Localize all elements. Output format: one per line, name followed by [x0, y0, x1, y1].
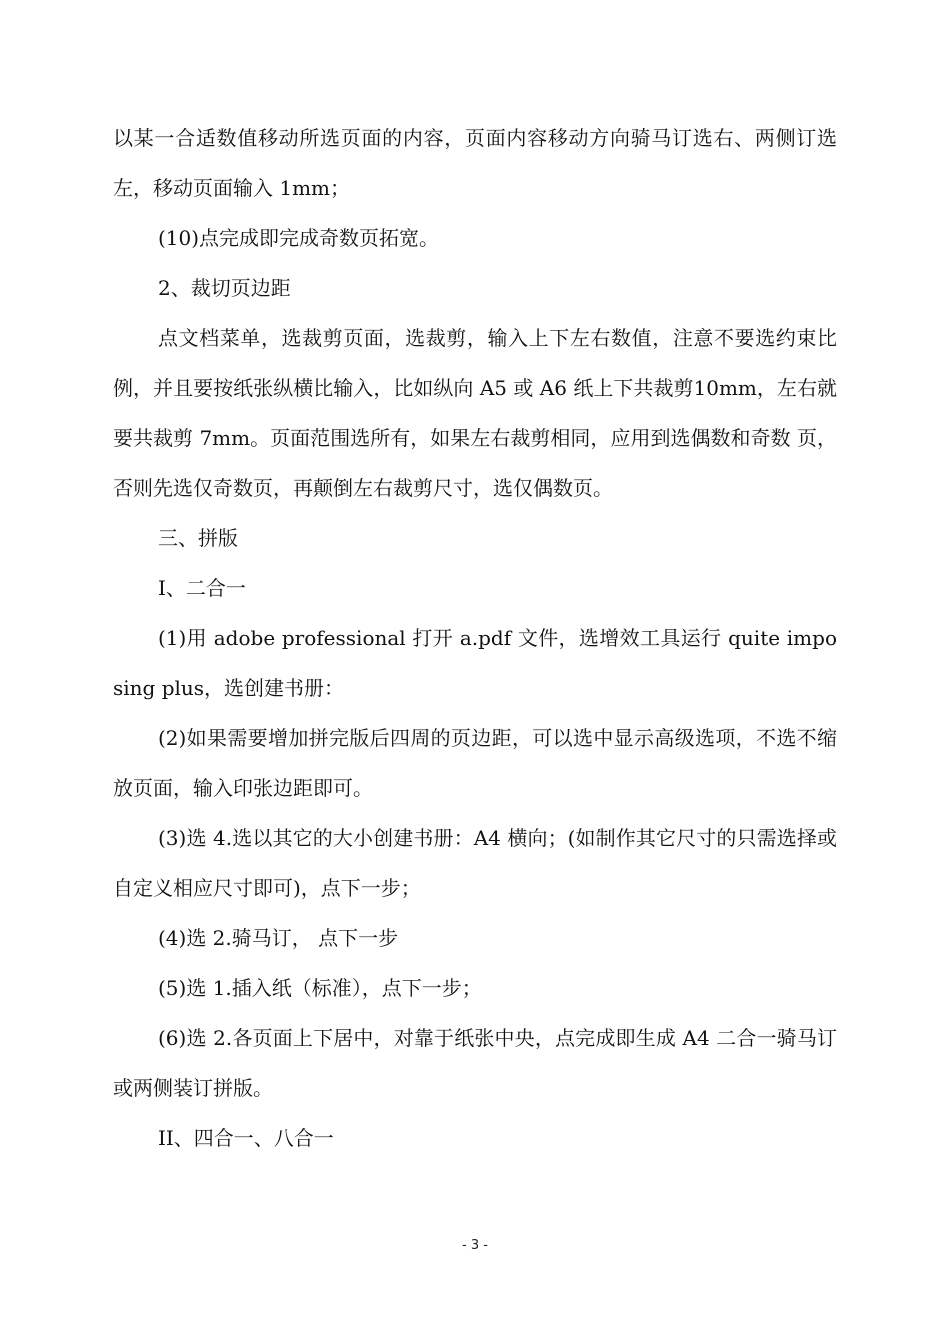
subsection-heading-two-up: I、二合一 — [158, 576, 246, 600]
paragraph-crop-instructions: 点文档菜单，选裁剪页面，选裁剪，输入上下左右数值，注意不要选约束比 例，并且要按纸张纵横比输入，比如纵向 A5 或 A6 纸上下共裁剪10mm，左右就要共裁剪 7mm。页面范围选所有，如果左右裁剪相同，应用到选偶数和奇数 页，否则先选仅奇数页，再颠倒左右裁剪尺寸，选仅偶数页。 — [113, 326, 837, 500]
step-2: (2)如果需要增加拼完版后四周的页边距，可以选中显示高级选项，不选不缩放页面，输入印张边距即可。 — [113, 726, 837, 800]
step-5: (5)选 1.插入纸（标准），点下一步； — [158, 976, 482, 1000]
document-body — [113, 113, 837, 1163]
section-heading-crop-margins: 2、裁切页边距 — [158, 276, 291, 300]
step-6: (6)选 2.各页面上下居中，对靠于纸张中央，点完成即生成 A4 二合一骑马订或两侧装订拼版。 — [113, 1026, 837, 1100]
paragraph-1: 以某一合适数值移动所选页面的内容，页面内容移动方向骑马订选右、两侧订选左，移动页面输入 1mm； — [113, 126, 837, 200]
subsection-heading-four-eight-up: II、四合一、八合一 — [158, 1126, 334, 1150]
page-number: - 3 - — [462, 1238, 488, 1253]
paragraph-2: (10)点完成即完成奇数页拓宽。 — [158, 226, 440, 250]
step-4: (4)选 2.骑马订， 点下一步 — [158, 926, 399, 950]
step-1: (1)用 adobe professional 打开 a.pdf 文件，选增效工具运行 quite imposing plus，选创建书册： — [113, 626, 837, 700]
step-3: (3)选 4.选以其它的大小创建书册：A4 横向；(如制作其它尺寸的只需选择或自定义相应尺寸即可)，点下一步； — [113, 826, 837, 900]
section-heading-imposition: 三、拼版 — [158, 526, 238, 550]
